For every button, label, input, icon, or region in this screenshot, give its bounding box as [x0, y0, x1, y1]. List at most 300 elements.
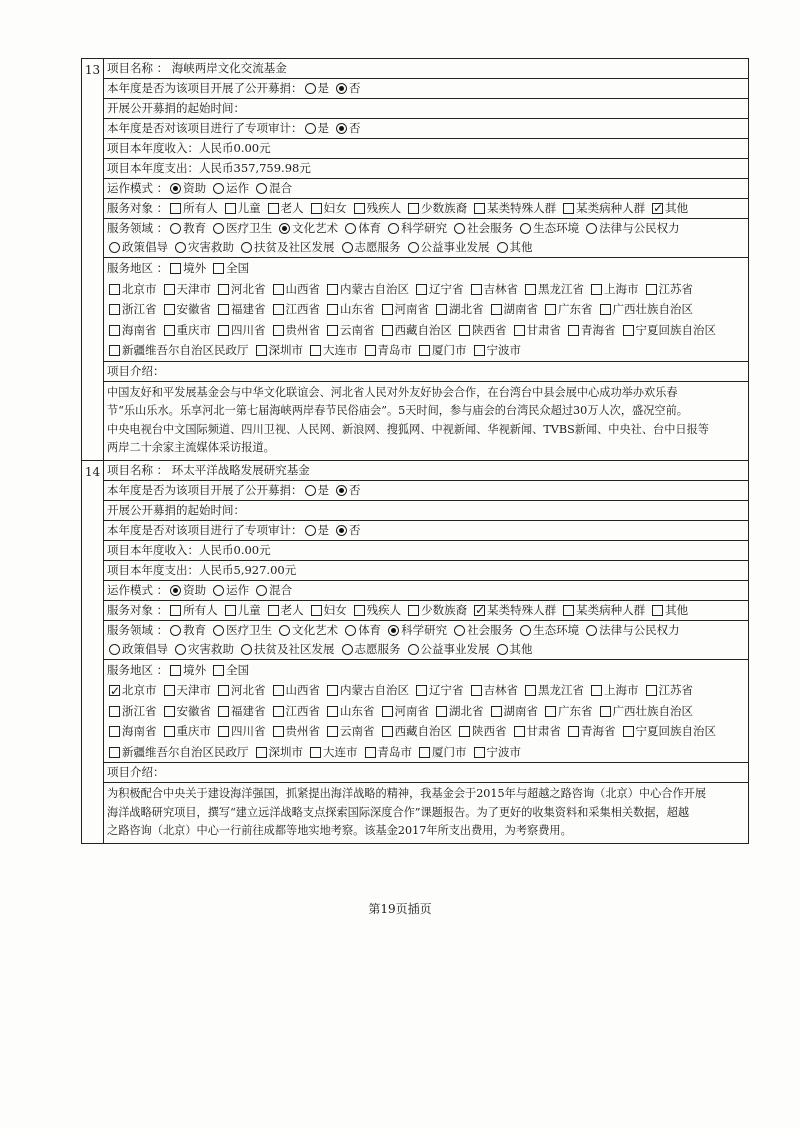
region-checkbox[interactable] [273, 685, 284, 696]
object-checkbox[interactable] [408, 203, 419, 214]
field-option[interactable] [518, 621, 579, 640]
region-option[interactable] [107, 299, 157, 320]
region-checkbox[interactable] [327, 284, 338, 295]
region-checkbox[interactable] [109, 284, 120, 295]
field-radio[interactable] [213, 625, 224, 636]
region-checkbox[interactable] [164, 726, 175, 737]
object-checkbox[interactable] [268, 203, 279, 214]
region-option[interactable] [621, 320, 717, 341]
mode-radio[interactable] [256, 183, 267, 194]
region-checkbox[interactable] [327, 304, 338, 315]
field-option[interactable] [406, 238, 490, 257]
region-option-label: 湖北省 [449, 302, 484, 316]
audit-radio[interactable] [305, 525, 316, 536]
field-radio[interactable] [213, 223, 224, 234]
object-option[interactable] [561, 199, 645, 218]
region-option[interactable] [107, 279, 157, 300]
region-option[interactable] [271, 299, 321, 320]
region-top-checkbox[interactable] [213, 665, 224, 676]
region-option[interactable] [271, 320, 321, 341]
region-option[interactable] [417, 742, 467, 763]
mode-radio[interactable] [170, 183, 181, 194]
region-checkbox[interactable] [109, 706, 120, 717]
object-checkbox[interactable] [474, 203, 485, 214]
region-option[interactable] [457, 721, 507, 742]
public-raise-option[interactable] [303, 481, 330, 500]
field-option[interactable] [239, 238, 335, 257]
field-option-label: 扶贫及社区发展 [254, 240, 335, 254]
field-option[interactable] [107, 640, 168, 659]
mode-option[interactable] [168, 179, 206, 198]
field-option[interactable] [495, 238, 533, 257]
public-raise-option[interactable] [334, 79, 361, 98]
mode-option-label: 运作 [226, 181, 250, 195]
region-checkbox[interactable] [218, 726, 229, 737]
region-option[interactable] [363, 742, 413, 763]
field-option[interactable] [518, 219, 579, 238]
region-option[interactable] [216, 680, 266, 701]
region-option-label: 云南省 [340, 322, 375, 337]
region-option[interactable] [162, 701, 212, 722]
region-option[interactable] [216, 721, 266, 742]
region-option[interactable] [489, 701, 539, 722]
region-option[interactable] [414, 279, 464, 300]
mode-option[interactable] [254, 581, 292, 600]
region-option[interactable] [325, 320, 375, 341]
region-checkbox[interactable] [327, 706, 338, 717]
region-option[interactable] [543, 701, 593, 722]
mode-option[interactable] [211, 581, 249, 600]
region-option[interactable] [434, 701, 484, 722]
region-option-label: 天津市 [176, 281, 211, 296]
region-option[interactable] [589, 680, 639, 701]
region-checkbox[interactable] [164, 325, 175, 336]
field-radio[interactable] [109, 644, 120, 655]
field-option[interactable] [452, 219, 513, 238]
region-checkbox[interactable] [327, 325, 338, 336]
region-option-label: 新疆维吾尔自治区民政厅 [122, 343, 249, 357]
field-radio[interactable] [586, 223, 597, 234]
region-top-option[interactable] [168, 258, 206, 279]
region-option[interactable] [162, 680, 212, 701]
region-top-checkbox[interactable] [170, 665, 181, 676]
object-option[interactable] [223, 199, 261, 218]
object-option[interactable] [561, 601, 645, 620]
region-option-label: 安徽省 [176, 302, 211, 316]
region-checkbox[interactable] [568, 325, 579, 336]
field-option[interactable] [584, 219, 680, 238]
field-option[interactable] [340, 238, 401, 257]
object-checkbox[interactable] [311, 203, 322, 214]
region-checkbox[interactable] [600, 706, 611, 717]
region-option[interactable] [566, 320, 616, 341]
field-option[interactable] [277, 621, 338, 640]
object-option[interactable] [223, 601, 261, 620]
region-checkbox[interactable] [327, 726, 338, 737]
mode-option-label: 资助 [183, 582, 207, 597]
object-option[interactable] [168, 199, 218, 218]
audit-option[interactable] [303, 521, 330, 540]
region-option[interactable] [254, 742, 304, 763]
region-top-option[interactable] [211, 258, 249, 279]
region-checkbox[interactable] [436, 304, 447, 315]
object-option[interactable] [352, 601, 402, 620]
object-option[interactable] [650, 199, 688, 218]
object-option[interactable] [472, 601, 556, 620]
object-checkbox[interactable] [563, 605, 574, 616]
region-checkbox[interactable] [623, 726, 634, 737]
field-option[interactable] [343, 219, 381, 238]
object-option[interactable] [309, 199, 347, 218]
public-raise-radio[interactable] [305, 485, 316, 496]
object-option[interactable] [266, 199, 304, 218]
field-option[interactable] [173, 640, 234, 659]
region-checkbox[interactable] [365, 345, 376, 356]
region-option[interactable] [380, 701, 430, 722]
field-radio[interactable] [497, 242, 508, 253]
region-checkbox[interactable] [109, 726, 120, 737]
field-option[interactable] [239, 640, 335, 659]
region-option[interactable] [325, 701, 375, 722]
region-checkbox[interactable] [382, 706, 393, 717]
region-checkbox[interactable] [273, 325, 284, 336]
region-checkbox[interactable] [646, 685, 657, 696]
object-option[interactable] [168, 601, 218, 620]
region-checkbox[interactable] [436, 706, 447, 717]
object-option[interactable] [352, 199, 402, 218]
field-option[interactable] [406, 640, 490, 659]
region-option-label: 贵州省 [285, 322, 320, 337]
object-checkbox[interactable] [311, 605, 322, 616]
region-option[interactable] [380, 320, 453, 341]
field-option[interactable] [277, 219, 338, 238]
field-radio[interactable] [241, 644, 252, 655]
object-checkbox[interactable] [354, 203, 365, 214]
region-checkbox[interactable] [416, 685, 427, 696]
region-option[interactable] [523, 279, 584, 300]
region-checkbox[interactable] [514, 726, 525, 737]
region-checkbox[interactable] [382, 726, 393, 737]
audit-radio[interactable] [336, 123, 347, 134]
region-checkbox[interactable] [491, 706, 502, 717]
field-option[interactable] [107, 238, 168, 257]
object-option[interactable] [406, 601, 467, 620]
field-radio[interactable] [408, 644, 419, 655]
public-raise-radio[interactable] [336, 485, 347, 496]
intro-label-row: 项目介绍： [104, 763, 748, 783]
region-checkbox[interactable] [474, 747, 485, 758]
project-name-label: 项目名称 ： [107, 61, 169, 75]
field-radio[interactable] [170, 223, 181, 234]
region-option-label: 黑龙江省 [538, 281, 584, 296]
mode-option[interactable] [211, 179, 249, 198]
region-option[interactable] [543, 299, 593, 320]
region-option[interactable] [469, 680, 519, 701]
region-option-label: 甘肃省 [526, 724, 561, 738]
region-option[interactable] [469, 279, 519, 300]
region-checkbox[interactable] [109, 325, 120, 336]
public-raise-radio[interactable] [305, 83, 316, 94]
mode-option[interactable] [168, 581, 206, 600]
region-option[interactable] [107, 742, 249, 763]
object-checkbox[interactable] [268, 605, 279, 616]
field-radio[interactable] [388, 223, 399, 234]
region-checkbox[interactable] [545, 304, 556, 315]
region-checkbox[interactable] [459, 726, 470, 737]
region-checkbox[interactable] [525, 685, 536, 696]
region-checkbox[interactable] [474, 345, 485, 356]
object-checkbox[interactable] [408, 605, 419, 616]
region-checkbox[interactable] [471, 685, 482, 696]
object-checkbox[interactable] [652, 605, 663, 616]
field-option[interactable] [343, 621, 381, 640]
field-radio[interactable] [109, 242, 120, 253]
region-checkbox[interactable] [471, 284, 482, 295]
region-checkbox[interactable] [164, 685, 175, 696]
region-checkbox[interactable] [525, 284, 536, 295]
region-option-label: 青岛市 [377, 343, 412, 357]
region-checkbox[interactable] [545, 706, 556, 717]
public-raise-radio[interactable] [336, 83, 347, 94]
region-checkbox[interactable] [419, 345, 430, 356]
region-option[interactable] [598, 701, 694, 722]
field-option[interactable] [173, 238, 234, 257]
field-option-label: 其他 [509, 240, 533, 254]
region-checkbox[interactable] [256, 345, 267, 356]
region-top-option[interactable] [168, 660, 206, 681]
audit-option[interactable] [334, 521, 361, 540]
field-option[interactable] [168, 219, 206, 238]
region-option[interactable] [644, 279, 694, 300]
region-option[interactable] [107, 680, 157, 701]
field-radio[interactable] [279, 625, 290, 636]
region-top-checkbox[interactable] [213, 263, 224, 274]
field-option[interactable] [340, 640, 401, 659]
region-option[interactable] [457, 320, 507, 341]
field-radio[interactable] [279, 223, 290, 234]
field-radio[interactable] [342, 644, 353, 655]
object-checkbox[interactable] [354, 605, 365, 616]
mode-radio[interactable] [213, 585, 224, 596]
region-option[interactable] [598, 299, 694, 320]
field-radio[interactable] [345, 223, 356, 234]
region-option[interactable] [472, 742, 522, 763]
region-option[interactable] [363, 340, 413, 361]
region-option[interactable] [380, 299, 430, 320]
field-option-label: 公益事业发展 [420, 240, 490, 254]
field-radio[interactable] [454, 625, 465, 636]
region-checkbox[interactable] [327, 685, 338, 696]
object-checkbox[interactable] [170, 203, 181, 214]
region-checkbox[interactable] [419, 747, 430, 758]
region-option[interactable] [271, 680, 321, 701]
field-option[interactable] [211, 219, 272, 238]
region-option[interactable] [512, 721, 562, 742]
intro-line: 之路咨询（北京）中心一行前往成都等地实地考察。该基金2017年所支出费用，为考察费用。 [107, 824, 572, 837]
region-option[interactable] [107, 701, 157, 722]
object-option-label: 所有人 [183, 201, 218, 215]
region-option[interactable] [621, 721, 717, 742]
region-option[interactable] [380, 721, 453, 742]
field-option-label: 灾害救助 [188, 240, 234, 254]
audit-option[interactable] [303, 119, 330, 138]
region-top-option[interactable] [211, 660, 249, 681]
audit-radio[interactable] [336, 525, 347, 536]
region-checkbox[interactable] [568, 726, 579, 737]
object-checkbox[interactable] [225, 203, 236, 214]
region-checkbox[interactable] [310, 345, 321, 356]
mode-radio[interactable] [213, 183, 224, 194]
region-option[interactable] [325, 680, 409, 701]
region-option[interactable] [271, 279, 321, 300]
region-checkbox[interactable] [459, 325, 470, 336]
region-checkbox[interactable] [623, 325, 634, 336]
region-checkbox[interactable] [218, 685, 229, 696]
region-option[interactable] [308, 742, 358, 763]
public-raise-option[interactable] [303, 79, 330, 98]
region-checkbox[interactable] [310, 747, 321, 758]
object-option[interactable] [472, 199, 556, 218]
audit-radio[interactable] [305, 123, 316, 134]
field-radio[interactable] [388, 625, 399, 636]
region-option[interactable] [589, 279, 639, 300]
field-radio[interactable] [408, 242, 419, 253]
region-option[interactable] [644, 680, 694, 701]
object-option-label: 妇女 [323, 201, 347, 215]
field-radio[interactable] [497, 644, 508, 655]
region-option[interactable] [308, 340, 358, 361]
region-checkbox[interactable] [218, 325, 229, 336]
region-checkbox[interactable] [591, 685, 602, 696]
region-checkbox[interactable] [164, 304, 175, 315]
field-radio[interactable] [175, 242, 186, 253]
mode-option-label: 混合 [269, 582, 293, 597]
region-checkbox[interactable] [491, 304, 502, 315]
region-checkbox[interactable] [591, 284, 602, 295]
field-radio[interactable] [345, 625, 356, 636]
field-radio[interactable] [342, 242, 353, 253]
region-option[interactable] [325, 279, 409, 300]
field-option[interactable] [386, 621, 447, 640]
region-checkbox[interactable] [514, 325, 525, 336]
region-option[interactable] [162, 721, 212, 742]
region-option[interactable] [162, 299, 212, 320]
audit-option[interactable] [334, 119, 361, 138]
region-option[interactable] [216, 701, 266, 722]
field-radio[interactable] [170, 625, 181, 636]
region-checkbox[interactable] [382, 304, 393, 315]
region-checkbox[interactable] [273, 706, 284, 717]
region-checkbox[interactable] [256, 747, 267, 758]
public-raise-option[interactable] [334, 481, 361, 500]
field-option[interactable] [168, 621, 206, 640]
field-radio[interactable] [520, 223, 531, 234]
region-option[interactable] [162, 279, 212, 300]
region-top-checkbox[interactable] [170, 263, 181, 274]
region-checkbox[interactable] [218, 706, 229, 717]
region-option[interactable] [107, 320, 157, 341]
region-checkbox[interactable] [273, 304, 284, 315]
region-option[interactable] [417, 340, 467, 361]
region-checkbox[interactable] [218, 284, 229, 295]
region-option[interactable] [325, 299, 375, 320]
region-checkbox[interactable] [109, 685, 120, 696]
region-option[interactable] [271, 701, 321, 722]
region-checkbox[interactable] [646, 284, 657, 295]
region-option-label: 吉林省 [483, 281, 518, 296]
field-option[interactable] [495, 640, 533, 659]
object-checkbox[interactable] [652, 203, 663, 214]
region-checkbox[interactable] [164, 706, 175, 717]
region-option[interactable] [512, 320, 562, 341]
region-option[interactable] [216, 320, 266, 341]
region-checkbox[interactable] [109, 345, 120, 356]
mode-option[interactable] [254, 179, 292, 198]
region-checkbox[interactable] [273, 284, 284, 295]
region-option[interactable] [162, 320, 212, 341]
object-option-label: 其他 [665, 602, 689, 617]
object-option[interactable] [406, 199, 467, 218]
object-checkbox[interactable] [225, 605, 236, 616]
object-option-label: 老人 [280, 201, 304, 215]
region-option[interactable] [107, 340, 249, 361]
region-option[interactable] [489, 299, 539, 320]
field-radio[interactable] [520, 625, 531, 636]
region-checkbox[interactable] [109, 747, 120, 758]
field-radio[interactable] [586, 625, 597, 636]
region-checkbox[interactable] [600, 304, 611, 315]
object-option[interactable] [309, 601, 347, 620]
field-option[interactable] [584, 621, 680, 640]
region-option[interactable] [254, 340, 304, 361]
field-option[interactable] [386, 219, 447, 238]
project-number: 13 [82, 59, 104, 460]
region-option[interactable] [472, 340, 522, 361]
region-option[interactable] [107, 721, 157, 742]
region-checkbox[interactable] [365, 747, 376, 758]
region-checkbox[interactable] [416, 284, 427, 295]
object-checkbox[interactable] [563, 203, 574, 214]
region-option[interactable] [523, 680, 584, 701]
region-option[interactable] [325, 721, 375, 742]
field-option[interactable] [211, 621, 272, 640]
region-checkbox[interactable] [382, 325, 393, 336]
region-checkbox[interactable] [218, 304, 229, 315]
mode-radio[interactable] [256, 585, 267, 596]
region-option[interactable] [216, 299, 266, 320]
region-checkbox[interactable] [164, 284, 175, 295]
object-option[interactable] [266, 601, 304, 620]
region-option[interactable] [216, 279, 266, 300]
field-radio[interactable] [241, 242, 252, 253]
region-checkbox[interactable] [109, 304, 120, 315]
region-option[interactable] [566, 721, 616, 742]
region-checkbox[interactable] [273, 726, 284, 737]
object-option[interactable] [650, 601, 688, 620]
region-option-label: 湖北省 [449, 703, 484, 718]
object-checkbox[interactable] [170, 605, 181, 616]
region-option[interactable] [414, 680, 464, 701]
intro-line: 中央电视台中文国际频道、四川卫视、人民网、新浪网、搜狐网、中视新闻、华视新闻、TVBS新闻、中央社、台中日报等 [107, 422, 709, 436]
field-radio[interactable] [175, 644, 186, 655]
object-checkbox[interactable] [474, 605, 485, 616]
field-radio[interactable] [454, 223, 465, 234]
mode-radio[interactable] [170, 585, 181, 596]
object-option-label: 残疾人 [366, 602, 402, 617]
region-option[interactable] [434, 299, 484, 320]
region-option[interactable] [271, 721, 321, 742]
field-option[interactable] [452, 621, 513, 640]
